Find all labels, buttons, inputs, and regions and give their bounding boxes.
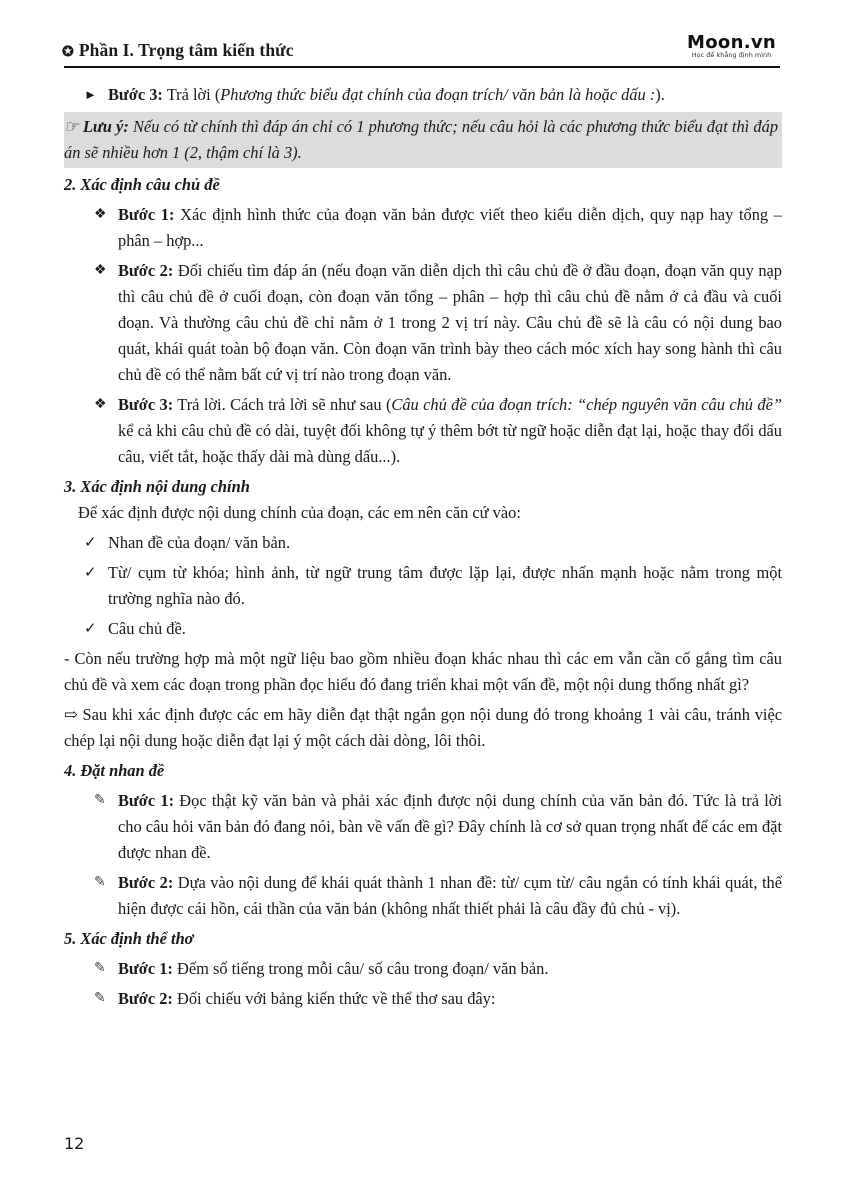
step-italic: Phương thức biểu đạt chính của đoạn trích/ văn bản là hoặc dấu :	[220, 85, 656, 104]
step-label: Bước 3:	[118, 395, 174, 414]
sec4-step-2	[64, 870, 782, 922]
list-item: Câu chủ đề.	[108, 619, 186, 638]
step-label: Bước 2:	[118, 873, 174, 892]
conclusion-text: Sau khi xác định được các em hãy diễn đạt thật ngắn gọn nội dung đó trong khoảng 1 vài câu, tránh việc chép lại nội dung hoặc diễn đạt lại ý một cách dài dòng, lôi thôi.	[64, 705, 782, 750]
logo-tagline: Học để khẳng định mình	[691, 51, 772, 59]
four-diamond-bullet-icon: ❖	[94, 397, 107, 412]
header-divider	[64, 66, 780, 68]
step-rest: kể cả khi câu chủ đề có dài, tuyệt đối không tự ý thêm bớt từ ngữ hoặc diễn đạt lại, hoặc thay đổi dấu câu, viết tắt, hoặc thấy dài mà dùng dấu...).	[118, 421, 782, 466]
pencil-icon: ✎	[94, 875, 106, 890]
sec3-conclusion	[64, 702, 782, 754]
sec3-item	[64, 530, 782, 556]
step-text: Trả lời (	[166, 85, 221, 104]
pencil-icon: ✎	[94, 991, 106, 1006]
step-text: Trả lời. Cách trả lời sẽ như sau (	[177, 395, 392, 414]
header-title: Phần I. Trọng tâm kiến thức	[78, 40, 294, 60]
note-box	[64, 112, 782, 168]
sec4-step-1	[64, 788, 782, 866]
pointing-hand-icon: ☞	[64, 117, 79, 136]
step-text: Dựa vào nội dung để khái quát thành 1 nhan đề: từ/ cụm từ/ câu ngắn có tính khái quát, thể hiện được cái hồn, cái thần của văn bản (không nhất thiết phải là câu đầy đủ chủ - vị).	[118, 873, 782, 918]
step-text: Xác định hình thức của đoạn văn bản được viết theo kiểu diễn dịch, quy nạp hay tổng – phân – hợp...	[118, 205, 782, 250]
list-item: Từ/ cụm từ khóa; hình ảnh, từ ngữ trung tâm được lặp lại, được nhấn mạnh hoặc nằm trong một trường nghĩa nào đó.	[108, 563, 782, 608]
section-5-title: 5. Xác định thể thơ	[64, 929, 194, 948]
step-label: Bước 1:	[118, 959, 173, 978]
sec2-step-1	[64, 202, 782, 254]
step-text: Đối chiếu tìm đáp án (nếu đoạn văn diễn dịch thì câu chủ đề ở đầu đoạn, đoạn văn quy nạp thì câu chủ đề ở cuối đoạn, còn đoạn văn tổng – phân – hợp thì câu chủ đề nằm ở cả đầu và cuối đoạn. Và thường câu chủ đề chỉ nằm ở 1 trong 2 vị trí này. Câu chủ đề sẽ là câu có nội dung bao quát, khái quát toàn bộ đoạn văn. Còn đoạn văn trình bày theo cách móc xích hay song hành thì câu chủ đề có thể nằm bất cứ vị trí nào trong đoạn văn.	[118, 261, 782, 384]
four-diamond-bullet-icon: ❖	[94, 207, 107, 222]
pencil-icon: ✎	[94, 961, 106, 976]
outlined-right-arrow-icon: ⇨	[64, 705, 78, 724]
step-text: Đối chiếu với bảng kiến thức về thể thơ sau đây:	[176, 989, 496, 1008]
sec2-step-2	[64, 258, 782, 388]
sec2-step-3	[64, 392, 782, 470]
sec3-intro: Để xác định được nội dung chính của đoạn, các em nên căn cứ vào:	[78, 503, 521, 522]
sec5-step-2	[64, 986, 782, 1012]
step-3-method	[64, 82, 782, 108]
header-title-row	[62, 40, 294, 61]
page-content	[64, 82, 782, 1012]
check-mark-icon: ✓	[84, 565, 97, 581]
section-4-title: 4. Đặt nhan đề	[64, 761, 165, 780]
moon-logo	[687, 32, 776, 59]
pencil-icon: ✎	[94, 793, 106, 808]
page-number: 12	[64, 1134, 85, 1153]
sec5-step-1	[64, 956, 782, 982]
list-item: Nhan đề của đoạn/ văn bản.	[108, 533, 291, 552]
step-label: Bước 1:	[118, 791, 175, 810]
sec3-item	[64, 616, 782, 642]
logo-name: Moon.vn	[687, 32, 776, 53]
step-label: Bước 3:	[108, 85, 163, 104]
step-label: Bước 2:	[118, 989, 173, 1008]
step-label: Bước 1:	[118, 205, 175, 224]
check-mark-icon: ✓	[84, 535, 97, 551]
step-text: Đọc thật kỹ văn bản và phải xác định được nội dung chính của văn bản đó. Tức là trả lời cho câu hỏi văn bản đó đang nói, bàn về vấn đề gì? Đây chính là cơ sở quan trọng nhất để các em đặt được nhan đề.	[118, 791, 782, 862]
black-right-pointer-icon: ►	[84, 87, 97, 102]
circle-star-icon: ✪	[62, 45, 74, 60]
step-text: Đếm số tiếng trong mỗi câu/ số câu trong đoạn/ văn bản.	[176, 959, 549, 978]
step-end: ).	[655, 85, 665, 104]
check-mark-icon: ✓	[84, 621, 97, 637]
step-label: Bước 2:	[118, 261, 174, 280]
section-2-title: 2. Xác định câu chủ đề	[64, 175, 220, 194]
note-label: Lưu ý:	[82, 117, 129, 136]
note-text: Nếu có từ chính thì đáp án chỉ có 1 phương thức; nếu câu hỏi là các phương thức biểu đạt thì đáp án sẽ nhiều hơn 1 (2, thậm chí là 3).	[64, 117, 779, 162]
sec3-paragraph: - Còn nếu trường hợp mà một ngữ liệu bao gồm nhiều đoạn khác nhau thì các em vẫn cần cố gắng tìm câu chủ đề và xem các đoạn trong phần đọc hiểu đó đang triển khai một vấn đề, một nội dung thống nhất gì?	[64, 649, 782, 694]
step-italic: Câu chủ đề của đoạn trích: “chép nguyên văn câu chủ đề”	[391, 395, 782, 414]
four-diamond-bullet-icon: ❖	[94, 263, 107, 278]
page-header	[62, 30, 780, 70]
sec3-item	[64, 560, 782, 612]
section-3-title: 3. Xác định nội dung chính	[64, 477, 250, 496]
